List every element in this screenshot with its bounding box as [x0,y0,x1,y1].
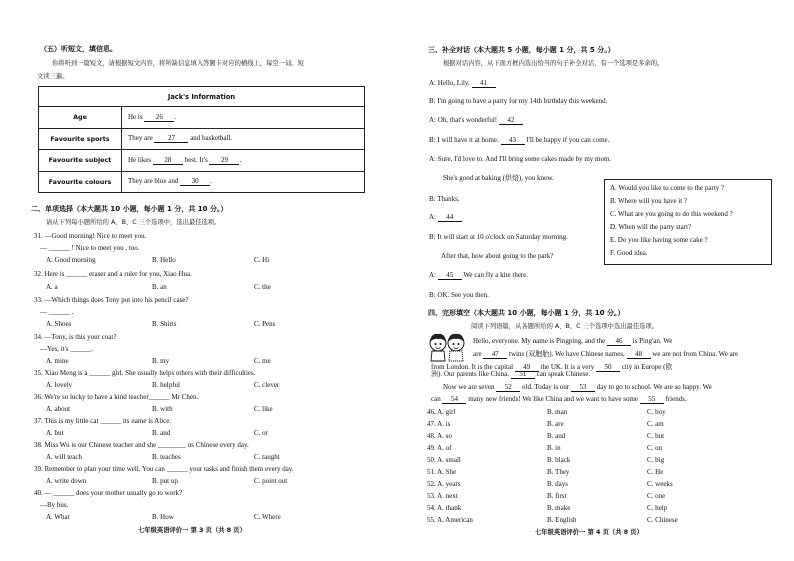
choice-b[interactable]: B. and [547,432,566,440]
passage-line: Now we are seven 52 old. Today is our 53 day to go to school. We are so happy. We [443,383,712,391]
option-c[interactable]: C. point out [254,477,288,485]
choice-c[interactable]: C. on [647,444,663,452]
passage-line: 洲). Our parents like China. 51 can speak Chinese. [431,370,591,378]
dialogue-option[interactable]: E. Do you like having some cake ? [610,236,708,244]
section4-title: 四、完形填空（本大题共 10 小题，每小题 1 分，共 10 分。） [428,309,625,317]
option-a[interactable]: A. What [46,513,70,521]
choice-a[interactable]: 54. A. thank [427,504,462,512]
option-c[interactable]: C. clever [254,381,280,389]
option-c[interactable]: C. taught [254,453,280,461]
table-row [39,128,365,150]
dialogue-option[interactable]: D. When will the party start? [610,223,692,231]
row-value: He is 26 . [122,107,365,129]
section3-instruction: 根据对话内容，从下面方框内选出恰当的句子补全对话，有一个选项是多余的。 [443,60,664,67]
option-b[interactable]: B. put up [152,477,178,485]
question-33-reply: — ______ . [40,308,74,316]
row-label: Favourite subject [39,150,122,172]
option-a[interactable]: A. about [46,405,71,413]
answer-blank[interactable]: 30 [180,177,210,186]
choice-a[interactable]: 55. A. American [427,516,473,524]
question-40-reply: —By bus. [40,501,69,509]
option-a[interactable]: A. mine [46,357,69,365]
choice-c[interactable]: C. boy [647,408,666,416]
option-c[interactable]: C. Where [254,513,281,521]
answer-blank[interactable]: 41 [472,79,496,88]
dialogue-line: B: I will have it at home. 43 I'll be happy if you can come. [429,136,610,144]
table-row [39,107,365,129]
choice-a[interactable]: 46. A. girl [427,408,456,416]
choice-b[interactable]: B. black [547,456,571,464]
question-36: 36. We're so lucky to have a kind teacher______ Mr Chen. [34,393,199,401]
choice-a[interactable]: 52. A. years [427,480,461,488]
option-a[interactable]: A. Shoes [46,320,72,328]
section4-instruction: 阅读下列语篇，从各题所给的 A、B、C 三个选项中选出最佳选项。 [471,323,659,330]
cloze-blank[interactable]: 52 [496,383,520,392]
choice-c[interactable]: C. but [647,432,665,440]
dialogue-line: B: OK. See you then. [429,291,489,299]
listening-intro-line2: 文读三遍。 [37,73,69,80]
passage-line: are 47 twins (双胞胎). We have Chinese names, 48 we are not from China. We are [473,350,739,358]
answer-blank[interactable]: 42 [499,116,523,125]
choice-c[interactable]: C. help [647,504,668,512]
dialogue-line: A: Oh, that's wonderful! 42 [429,116,523,125]
answer-blank[interactable]: 29 [209,156,239,165]
option-c[interactable]: C. the [254,283,271,291]
listening-title: （五）听短文，填信息。 [40,45,117,53]
option-b[interactable]: B. Hello [152,256,176,264]
question-40: 40. — ______ does your mother usually go to work? [34,489,183,497]
choice-b[interactable]: B. are [547,420,564,428]
choice-c[interactable]: C. big [647,456,665,464]
passage-line: can 54 many new friends! We like China and we want to have some 55 friends. [431,395,687,403]
question-31-reply: — ______ ! Nice to meet you , too. [40,244,140,252]
listening-intro-line1: 你将听到一篇短文，请根据短文内容，将所缺信息填入答题卡对应的横线上，每空一词。短 [52,60,304,67]
dialogue-line: A: 44 [429,213,462,222]
option-c[interactable]: C. or [254,429,268,437]
dialogue-line: She's good at baking (烘焙), you know. [443,174,554,182]
question-31: 31. —Good morning! Nice to meet you. [34,232,147,240]
question-32: 32. Here is ______ eraser and a ruler for you, Xiao Hua. [34,270,192,278]
question-34-reply: —Yes, it's ______. [40,345,94,353]
page-footer: 七年级英语评价一 第 4 页（共 8 页） [535,529,643,536]
choice-a[interactable]: 49. A. of [427,444,452,452]
row-label: Favourite sports [39,128,122,150]
option-b[interactable]: B. an [152,283,167,291]
dialogue-line: A: Sure, I'd love to. And I'll bring some cakes made by my mom. [429,155,612,163]
dialogue-option[interactable]: A. Would you like to come to the party ? [610,184,725,192]
jack-information-table [38,86,365,193]
option-c[interactable]: C. me [254,357,271,365]
dialogue-line: A: Hello, Lily. 41 [429,79,496,88]
twins-illustration [427,330,467,362]
row-value: They are 27 and basketball. [122,128,365,150]
cloze-blank[interactable]: 54 [442,395,466,404]
cloze-blank[interactable]: 55 [640,395,664,404]
question-34: 34. —Tony, is this your coat? [34,333,117,341]
choice-b[interactable]: B. man [547,408,568,416]
dialogue-line: After that, how about going to the park? [441,252,554,260]
choice-b[interactable]: B. first [547,492,567,500]
table-row [39,171,365,193]
row-label: Favourite colours [39,171,122,193]
cloze-blank[interactable]: 51 [511,370,535,379]
option-b[interactable]: B. Shirts [152,320,177,328]
option-c[interactable]: C. like [254,405,273,413]
section2-title: 二、单项选择（本大题共 10 小题，每小题 1 分，共 10 分。） [31,205,228,213]
answer-blank[interactable]: 28 [153,156,183,165]
choice-b[interactable]: B. in [547,444,561,452]
row-value: He likes 28 best. It's 29 . [122,150,365,172]
answer-blank[interactable]: 43 [501,136,525,145]
dialogue-options-box [604,179,772,265]
answer-blank[interactable]: 27 [154,134,188,143]
dialogue-line: B: It will start at 10 o'clock on Saturday morning. [429,233,568,241]
row-label: Age [39,107,122,129]
cloze-blank[interactable]: 49 [515,363,539,372]
choice-b[interactable]: B. make [547,504,571,512]
section3-title: 三、补全对话（本大题共 5 小题，每小题 1 分，共 5 分。） [428,46,615,54]
question-39: 39. Remember to plan your time well. You can ______ your tasks and finish them every day. [34,465,294,473]
choice-a[interactable]: 53. A. next [427,492,458,500]
answer-blank[interactable]: 26 [144,113,174,122]
section2-instruction: 请从下列每小题所给的 A、B、C 三个选项中，选出最佳选项。 [46,219,221,226]
passage-line: from London. It is the capital 49 the UK. It is a very 50 city in Europe (欧 [431,363,673,371]
dialogue-line: B: Thanks. [429,195,460,203]
choice-a[interactable]: 51. A. She [427,468,457,476]
cloze-blank[interactable]: 48 [627,350,651,359]
exam-page-4 [397,0,794,561]
question-38: 38. Miss Wu is our Chinese teacher and she ________ us Chinese every day. [34,441,249,449]
table-title: Jack's Information [39,87,365,107]
choice-a[interactable]: 48. A. so [427,432,452,440]
option-c[interactable]: C. Pens [254,320,276,328]
answer-blank[interactable]: 45 [438,271,462,280]
option-c[interactable]: C. Hi [254,256,270,264]
choice-b[interactable]: B. They [547,468,570,476]
option-b[interactable]: B. my [152,357,170,365]
cloze-blank[interactable]: 53 [571,383,595,392]
cloze-blank[interactable]: 50 [596,363,620,372]
option-a[interactable]: A. lovely [46,381,73,389]
option-b[interactable]: B. helpful [152,381,180,389]
option-b[interactable]: B. How [152,513,174,521]
answer-blank[interactable]: 44 [438,213,462,222]
option-a[interactable]: A. write down [46,477,87,485]
choice-c[interactable]: C. one [647,492,666,500]
table-row [39,150,365,172]
dialogue-option[interactable]: B. Where will you have it ? [610,197,688,205]
choice-c[interactable]: C. am [647,420,664,428]
option-a[interactable]: A. will teach [46,453,82,461]
dialogue-line: A: 45 We can fly a kite there. [429,271,529,279]
question-37: 37. This is my little cat ______ its name is Alice. [34,417,172,425]
cloze-blank[interactable]: 46 [607,337,631,346]
option-b[interactable]: B. and [152,429,171,437]
option-a[interactable]: A. but [46,429,64,437]
cloze-blank[interactable]: 47 [483,350,507,359]
option-b[interactable]: B. teaches [152,453,181,461]
page-footer: 七年级英语评价一 第 3 页（共 8 页） [138,527,246,534]
choice-c[interactable]: C. Chinese [647,516,678,524]
passage-line: Hello, everyone. My name is Pingping, and the 46 is Ping'an. We [473,337,673,345]
choice-c[interactable]: C. weeks [647,480,673,488]
dialogue-option[interactable]: F. Good idea. [610,249,648,257]
question-33: 33. —Which things does Tony put into his pencil case? [34,296,189,304]
option-a[interactable]: A. a [46,283,58,291]
dialogue-line: B: I'm going to have a party for my 14th birthday this weekend. [429,97,608,105]
choice-c[interactable]: C. He [647,468,664,476]
row-value: They are blue and 30 . [122,171,365,193]
choice-a[interactable]: 50. A. small [427,456,461,464]
dialogue-option[interactable]: C. What are you going to do this weekend ? [610,210,733,218]
option-b[interactable]: B. with [152,405,173,413]
option-a[interactable]: A. Good morning [46,256,96,264]
choice-a[interactable]: 47. A. is [427,420,451,428]
choice-b[interactable]: B. English [547,516,577,524]
question-35: 35. Xiao Meng is a ______ girl. She usually helps others with their difficulties. [34,369,256,377]
choice-b[interactable]: B. days [547,480,568,488]
